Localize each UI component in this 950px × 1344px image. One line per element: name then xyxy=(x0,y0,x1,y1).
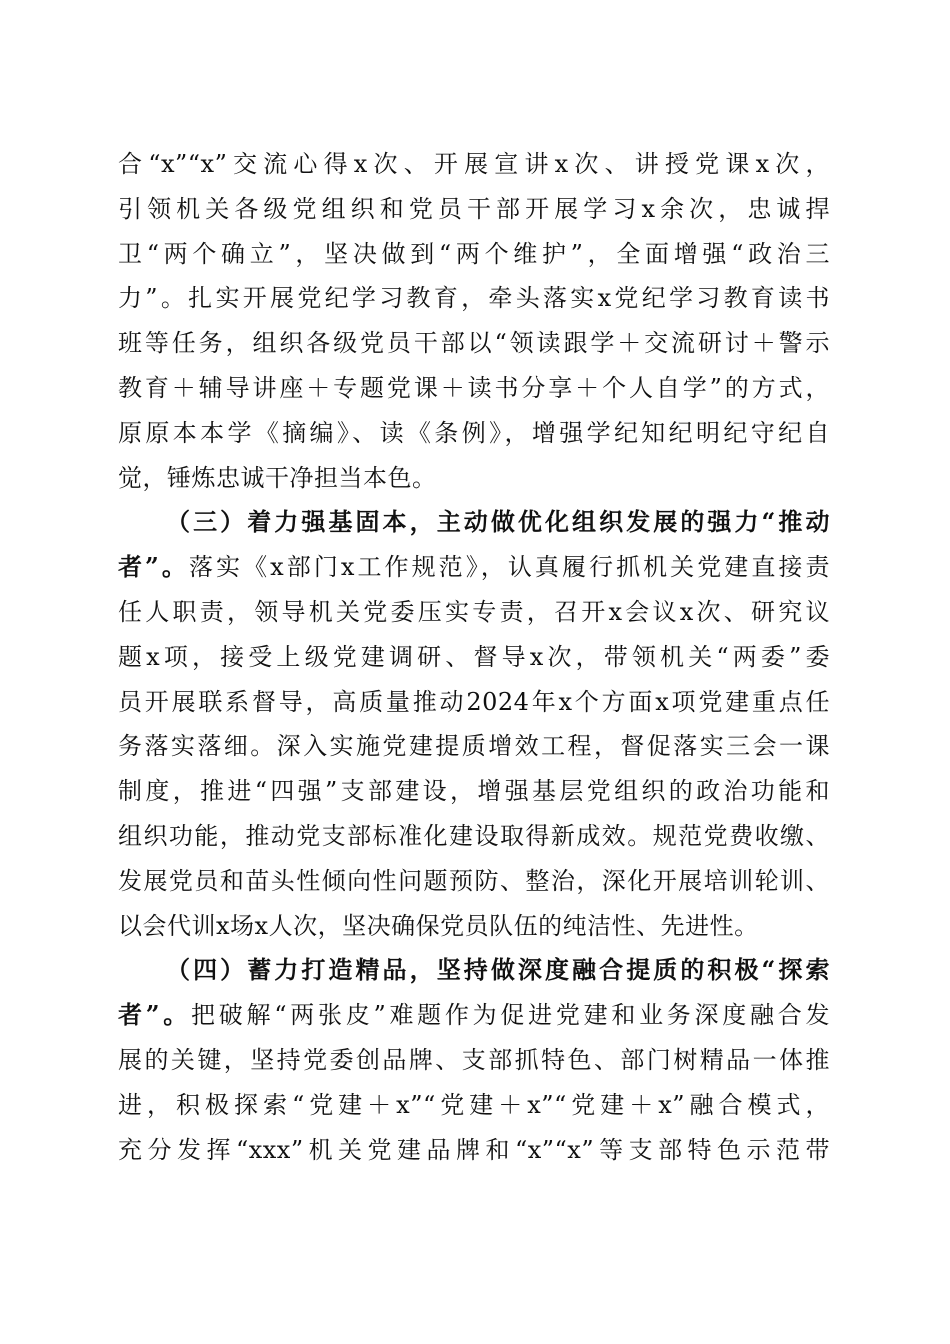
line-text: 落实《x部门x工作规范》，认真履行抓机关党建直接责 xyxy=(188,553,830,582)
body-line xyxy=(118,904,830,949)
body-line xyxy=(118,411,830,456)
body-line xyxy=(118,859,830,904)
line-text: 展的关键，坚持党委创品牌、支部抓特色、部门树精品一体推 xyxy=(118,1045,830,1074)
line-text: 员开展联系督导，高质量推动2024年x个方面x项党建重点任 xyxy=(118,687,830,716)
body-line xyxy=(118,635,830,680)
document-body xyxy=(118,142,830,1172)
body-line xyxy=(118,680,830,725)
body-line xyxy=(118,724,830,769)
line-text: 组织功能，推动党支部标准化建设取得新成效。规范党费收缴、 xyxy=(118,821,830,850)
line-text: 班等任务，组织各级党员干部以“领读跟学＋交流研讨＋警示 xyxy=(118,329,830,358)
body-line xyxy=(118,456,830,501)
body-line xyxy=(118,993,830,1038)
section-heading-line xyxy=(118,500,830,545)
line-text: 力”。扎实开展党纪学习教育，牵头落实x党纪学习教育读书 xyxy=(118,284,830,313)
body-line xyxy=(118,545,830,590)
body-line xyxy=(118,366,830,411)
body-line xyxy=(118,142,830,187)
section-heading-three-end: 者”。 xyxy=(118,552,189,582)
line-text: 觉，锤炼忠诚干净担当本色。 xyxy=(118,463,437,492)
body-line xyxy=(118,1128,830,1173)
section-heading-line xyxy=(118,948,830,993)
section-heading-four: （四）蓄力打造精品，坚持做深度融合提质的积极“探索 xyxy=(166,955,830,985)
line-text: 务落实落细。深入实施党建提质增效工程，督促落实三会一课 xyxy=(118,732,830,761)
body-line xyxy=(118,590,830,635)
body-line xyxy=(118,769,830,814)
body-line xyxy=(118,232,830,277)
line-text: 进，积极探索“党建＋x”“党建＋x”“党建＋x”融合模式， xyxy=(118,1090,830,1119)
line-text: 制度，推进“四强”支部建设，增强基层党组织的政治功能和 xyxy=(118,777,830,806)
line-text: 以会代训x场x人次，坚决确保党员队伍的纯洁性、先进性。 xyxy=(118,911,759,940)
line-text: 题x项，接受上级党建调研、督导x次，带领机关“两委”委 xyxy=(118,642,830,671)
body-line xyxy=(118,1083,830,1128)
line-text: 发展党员和苗头性倾向性问题预防、整治，深化开展培训轮训、 xyxy=(118,866,830,895)
line-text: 原原本本学《摘编》、读《条例》，增强学纪知纪明纪守纪自 xyxy=(118,418,830,447)
section-heading-four-end: 者”。 xyxy=(118,1000,192,1030)
section-heading-three: （三）着力强基固本，主动做优化组织发展的强力“推动 xyxy=(166,507,830,537)
line-text: 教育＋辅导讲座＋专题党课＋读书分享＋个人自学”的方式， xyxy=(118,373,830,402)
body-line xyxy=(118,1038,830,1083)
body-line xyxy=(118,276,830,321)
body-line xyxy=(118,321,830,366)
line-text: 把破解“两张皮”难题作为促进党建和业务深度融合发 xyxy=(191,1001,830,1030)
line-text: 合“x”“x”交流心得x次、开展宣讲x次、讲授党课x次， xyxy=(118,150,830,178)
body-line xyxy=(118,814,830,859)
line-text: 充分发挥“xxx”机关党建品牌和“x”“x”等支部特色示范带 xyxy=(118,1135,830,1164)
line-text: 卫“两个确立”，坚决做到“两个维护”，全面增强“政治三 xyxy=(118,239,830,268)
line-text: 任人职责，领导机关党委压实专责，召开x会议x次、研究议 xyxy=(118,597,830,626)
line-text: 引领机关各级党组织和党员干部开展学习x余次，忠诚捍 xyxy=(118,194,830,223)
body-line xyxy=(118,187,830,232)
